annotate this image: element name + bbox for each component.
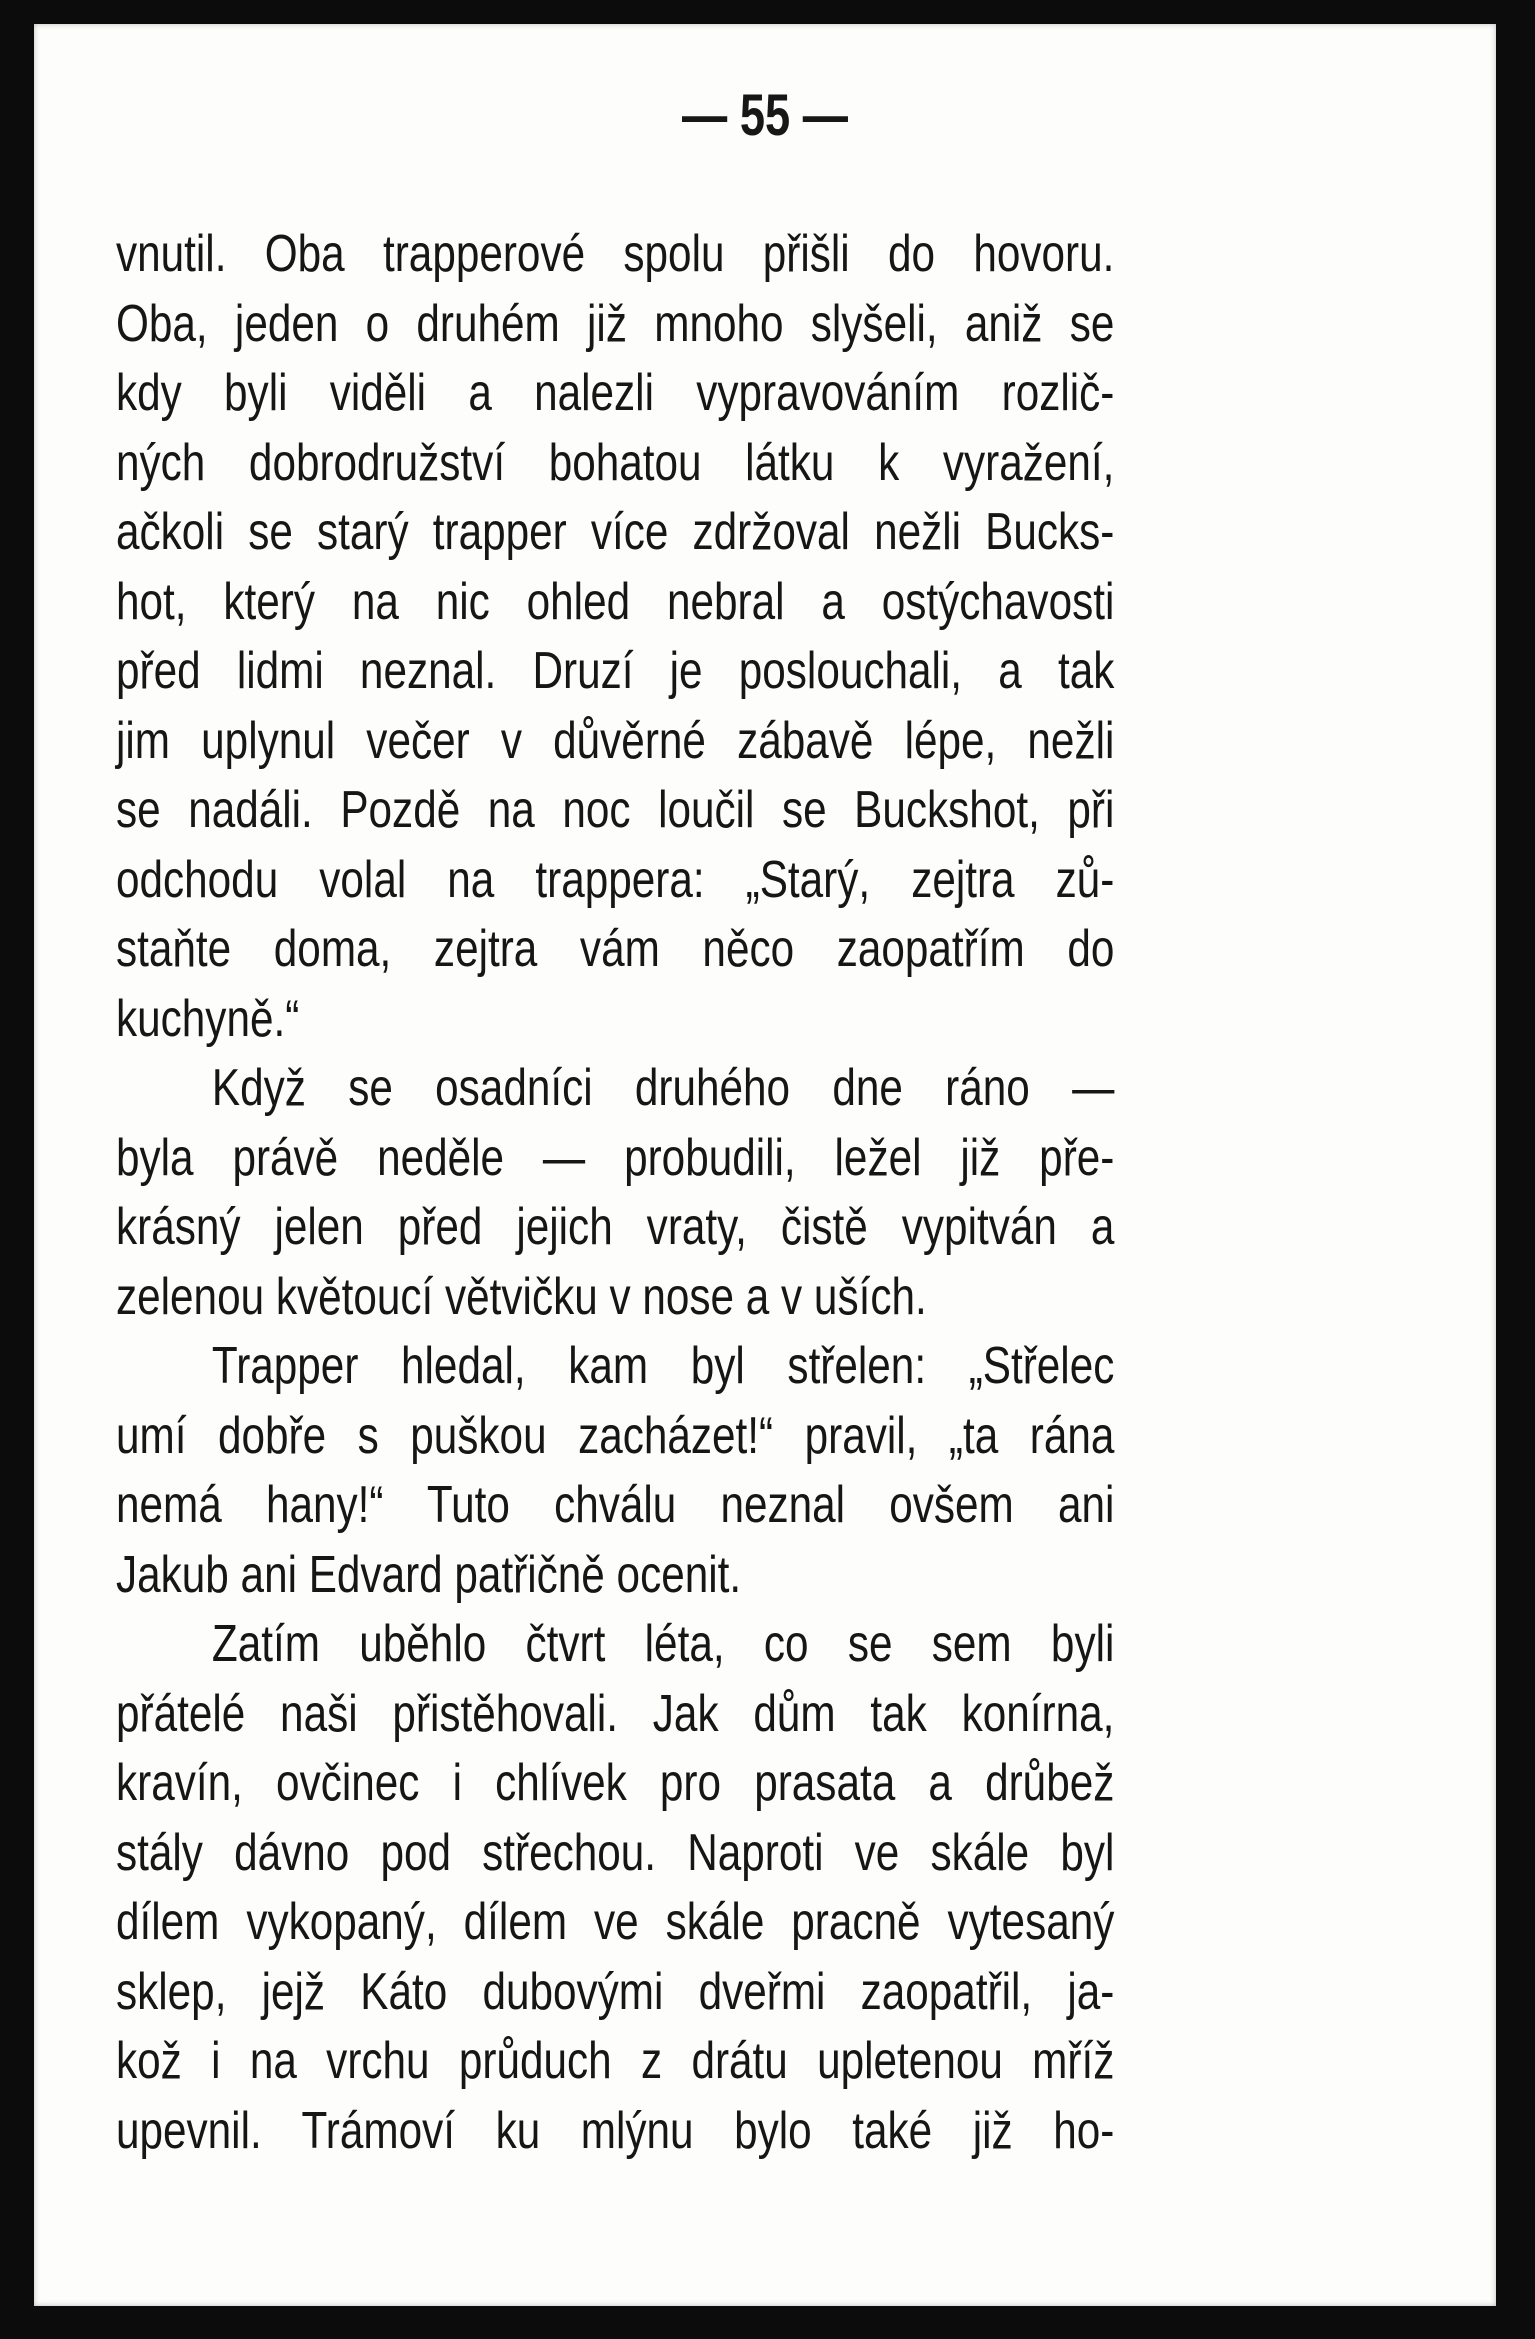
text-line: umí dobře s puškou zacházet!“ pravil, „ta rána bbox=[116, 1406, 1115, 1465]
text-line: kož i na vrchu průduch z drátu upletenou mříž bbox=[116, 2032, 1115, 2090]
text-line: nemá hany!“ Tuto chválu neznal ovšem ani bbox=[116, 1476, 1115, 1534]
text-line: před lidmi neznal. Druzí je poslouchali, a tak bbox=[116, 642, 1115, 700]
text-line: Zatím uběhlo čtvrt léta, co se sem byli bbox=[211, 1615, 1115, 1673]
text-line: přátelé naši přistěhovali. Jak dům tak konírna, bbox=[116, 1684, 1115, 1743]
book-page bbox=[34, 24, 1496, 2306]
text-line: kdy byli viděli a nalezli vypravováním rozlič- bbox=[116, 364, 1115, 422]
text-line: kuchyně.“ bbox=[116, 989, 300, 1048]
text-line: sklep, jejž Káto dubovými dveřmi zaopatřil, ja- bbox=[116, 1962, 1115, 2021]
text-line: staňte doma, zejtra vám něco zaopatřím do bbox=[116, 920, 1115, 978]
text-line: vnutil. Oba trapperové spolu přišli do hovoru. bbox=[116, 225, 1115, 283]
text-line: Trapper hledal, kam byl střelen: „Střelec bbox=[211, 1337, 1115, 1395]
text-line: byla právě neděle — probudili, ležel již pře- bbox=[116, 1128, 1115, 1187]
text-line: stály dávno pod střechou. Naproti ve skále byl bbox=[116, 1823, 1115, 1882]
text-line: dílem vykopaný, dílem ve skále pracně vytesaný bbox=[116, 1893, 1115, 1951]
text-line: odchodu volal na trappera: „Starý, zejtra zů- bbox=[116, 850, 1115, 909]
text-line: zelenou květoucí větvičku v nose a v uších. bbox=[116, 1267, 927, 1326]
text-line: Jakub ani Edvard patřičně ocenit. bbox=[116, 1545, 742, 1604]
text-line: Když se osadníci druhého dne ráno — bbox=[211, 1059, 1115, 1117]
text-line: upevnil. Trámoví ku mlýnu bylo také již ho- bbox=[116, 2101, 1115, 2160]
text-line: krásný jelen před jejich vraty, čistě vypitván a bbox=[116, 1198, 1115, 1256]
text-line: ných dobrodružství bohatou látku k vyražení, bbox=[116, 433, 1115, 492]
page-number: — 55 — bbox=[682, 83, 848, 148]
body-text bbox=[116, 220, 1114, 2166]
text-line: kravín, ovčinec i chlívek pro prasata a drůbež bbox=[116, 1754, 1115, 1812]
text-line: Oba, jeden o druhém již mnoho slyšeli, aniž se bbox=[116, 294, 1115, 353]
text-line: se nadáli. Pozdě na noc loučil se Buckshot, při bbox=[116, 781, 1115, 839]
text-line: jim uplynul večer v důvěrné zábavě lépe, nežli bbox=[116, 711, 1115, 770]
text-line: hot, který na nic ohled nebral a ostýchavosti bbox=[116, 572, 1115, 631]
text-line: ačkoli se starý trapper více zdržoval nežli Bucks- bbox=[116, 503, 1115, 561]
